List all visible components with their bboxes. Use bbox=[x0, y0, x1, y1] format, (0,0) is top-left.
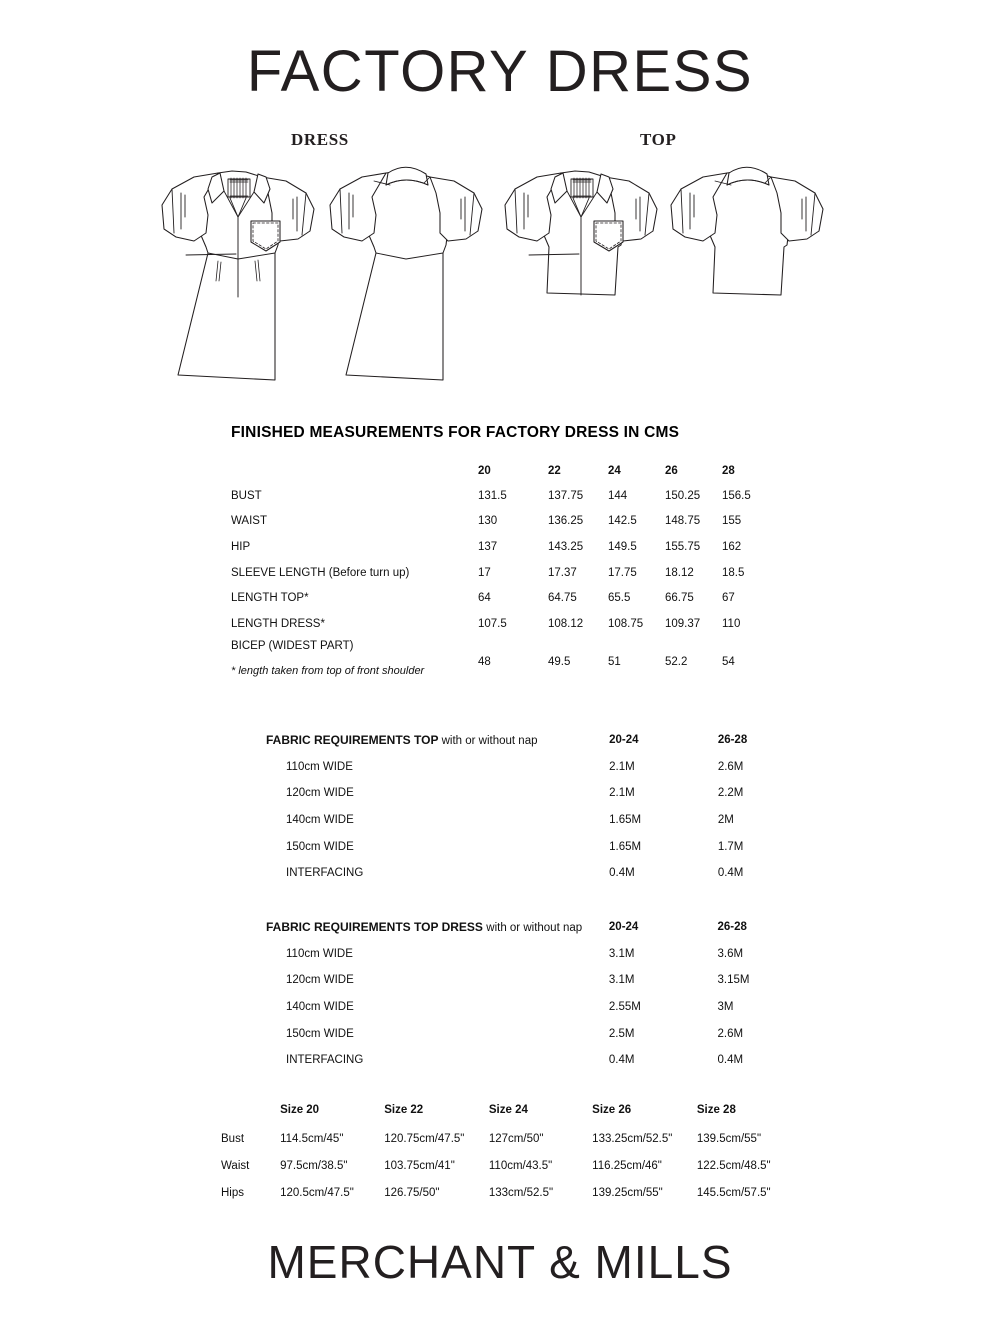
table-header-row bbox=[231, 459, 771, 483]
table-row bbox=[231, 611, 771, 637]
measurement-value: 131.5 bbox=[478, 489, 507, 502]
table-row bbox=[231, 560, 771, 586]
fabric-width-label: 120cm WIDE bbox=[286, 787, 354, 800]
measurement-value: 110 bbox=[722, 617, 741, 630]
size-header: 24 bbox=[608, 465, 621, 477]
fabric-requirements-top-block bbox=[266, 727, 776, 887]
fabric-amount: 2.6M bbox=[717, 1027, 744, 1040]
measurement-value: 108.75 bbox=[608, 617, 644, 630]
body-measure-value: 133.25cm/52.5" bbox=[592, 1132, 673, 1145]
table-header-row bbox=[221, 1095, 801, 1125]
fabric-width-label: 110cm WIDE bbox=[286, 947, 353, 960]
fabric-interfacing-label: INTERFACING bbox=[286, 867, 364, 880]
fabric-amount: 0.4M bbox=[609, 867, 635, 880]
finished-measurements-table bbox=[231, 459, 771, 670]
fabric-width-label: 140cm WIDE bbox=[286, 814, 354, 827]
table-row bbox=[266, 860, 776, 887]
table-row bbox=[221, 1152, 801, 1179]
fabric-amount: 3.6M bbox=[717, 947, 744, 960]
body-measure-header bbox=[221, 1095, 280, 1125]
measurement-label: BICEP (WIDEST PART) bbox=[231, 639, 354, 652]
body-measure-value: 126.75/50" bbox=[384, 1186, 440, 1199]
fabric-amount: 2.6M bbox=[717, 760, 744, 773]
body-measure-value: 114.5cm/45" bbox=[280, 1132, 344, 1145]
table-row bbox=[266, 780, 776, 807]
fabric-interfacing-label: INTERFACING bbox=[286, 1054, 364, 1067]
measurement-value: 162 bbox=[722, 540, 742, 553]
size-column-header: Size 24 bbox=[488, 1104, 528, 1116]
body-measure-label: Hips bbox=[221, 1186, 245, 1199]
measurement-value: 52.2 bbox=[665, 655, 688, 668]
body-measure-value: 139.5cm/55" bbox=[696, 1132, 762, 1145]
dress-back-flat bbox=[330, 167, 482, 380]
fabric-size-range-header: 20-24 bbox=[609, 734, 639, 747]
view-label-dress: DRESS bbox=[291, 130, 349, 149]
table-header-row bbox=[266, 914, 776, 941]
measurement-value: 109.37 bbox=[665, 617, 701, 630]
body-measure-value: 139.25cm/55" bbox=[592, 1186, 663, 1199]
body-measure-value: 122.5cm/48.5" bbox=[696, 1159, 771, 1172]
measurement-value: 107.5 bbox=[478, 617, 507, 630]
size-column-header: Size 28 bbox=[696, 1104, 736, 1116]
size-header: 20 bbox=[478, 465, 491, 477]
measurement-label: HIP bbox=[231, 540, 251, 553]
view-label-top: TOP bbox=[640, 130, 677, 149]
measurement-value: 149.5 bbox=[608, 540, 637, 553]
table-row bbox=[231, 483, 771, 509]
table-row bbox=[266, 941, 776, 968]
measurement-value: 17.75 bbox=[608, 566, 637, 579]
body-measure-value: 97.5cm/38.5" bbox=[280, 1159, 348, 1172]
measurement-value: 156.5 bbox=[722, 489, 751, 502]
fabric-dress-title bbox=[266, 914, 609, 941]
fabric-amount: 2M bbox=[717, 814, 734, 827]
measurement-value: 136.25 bbox=[548, 515, 584, 528]
measurement-value: 17 bbox=[478, 566, 491, 579]
measurement-value: 67 bbox=[722, 592, 735, 605]
top-back-flat bbox=[671, 167, 823, 295]
fabric-amount: 3M bbox=[717, 1001, 734, 1014]
fabric-requirements-top-table bbox=[266, 727, 776, 887]
brand-logo: MERCHANT & MILLS bbox=[267, 1236, 733, 1288]
table-row bbox=[266, 1047, 776, 1074]
measurement-label: BUST bbox=[231, 489, 262, 502]
fabric-top-title-bold: FABRIC REQUIREMENTS TOP bbox=[266, 733, 439, 748]
measurement-value: 150.25 bbox=[665, 489, 701, 502]
fabric-dress-title-note: with or without nap bbox=[486, 922, 583, 935]
body-measure-value: 110cm/43.5" bbox=[488, 1159, 553, 1172]
table-row bbox=[266, 754, 776, 781]
fabric-dress-title-bold: FABRIC REQUIREMENTS TOP DRESS bbox=[266, 920, 483, 935]
table-row bbox=[266, 807, 776, 834]
measurement-label: SLEEVE LENGTH (Before turn up) bbox=[231, 566, 410, 579]
fabric-amount: 1.65M bbox=[609, 840, 642, 853]
size-header: 26 bbox=[665, 465, 678, 477]
size-header: 28 bbox=[722, 465, 735, 477]
table-row bbox=[266, 994, 776, 1021]
fabric-width-label: 150cm WIDE bbox=[286, 840, 354, 853]
measurement-value: 66.75 bbox=[665, 592, 694, 605]
fabric-top-title-note: with or without nap bbox=[441, 735, 538, 748]
fabric-amount: 0.4M bbox=[717, 1054, 744, 1067]
table-row bbox=[266, 833, 776, 860]
measurement-name-header bbox=[231, 459, 478, 483]
measurement-value: 142.5 bbox=[608, 515, 637, 528]
size-column-header: Size 22 bbox=[384, 1104, 424, 1116]
table-row bbox=[231, 534, 771, 560]
technical-flats-illustration bbox=[150, 145, 850, 395]
measurement-value: 148.75 bbox=[665, 515, 701, 528]
measurement-value: 18.5 bbox=[722, 566, 745, 579]
fabric-amount: 1.65M bbox=[609, 814, 642, 827]
fabric-size-range-header: 26-28 bbox=[717, 734, 748, 747]
fabric-amount: 0.4M bbox=[717, 867, 744, 880]
body-measure-value: 103.75cm/41" bbox=[384, 1159, 455, 1172]
table-row bbox=[266, 1020, 776, 1047]
body-measure-value: 133cm/52.5" bbox=[488, 1186, 554, 1199]
body-size-chart-table bbox=[221, 1095, 801, 1206]
fabric-amount: 2.1M bbox=[609, 787, 635, 800]
measurement-label: WAIST bbox=[231, 515, 267, 528]
measurement-value: 17.37 bbox=[548, 566, 577, 579]
table-header-row bbox=[266, 727, 776, 754]
table-row bbox=[266, 967, 776, 994]
fabric-amount: 3.1M bbox=[608, 974, 635, 987]
fabric-requirements-dress-block bbox=[266, 914, 776, 1074]
measurement-value: 108.12 bbox=[548, 617, 584, 630]
body-measure-value: 145.5cm/57.5" bbox=[696, 1186, 771, 1199]
measurement-value: 137.75 bbox=[548, 489, 584, 502]
table-row bbox=[231, 509, 771, 535]
measurement-value: 64.75 bbox=[548, 592, 577, 605]
fabric-amount: 0.4M bbox=[608, 1054, 635, 1067]
measurement-value: 49.5 bbox=[548, 655, 571, 668]
measurement-value: 143.25 bbox=[548, 540, 584, 553]
table-row bbox=[221, 1179, 801, 1206]
body-measure-value: 120.75cm/47.5" bbox=[384, 1132, 465, 1145]
measurement-label: LENGTH DRESS* bbox=[231, 617, 325, 630]
fabric-amount: 2.2M bbox=[717, 787, 744, 800]
fabric-amount: 2.5M bbox=[608, 1027, 635, 1040]
dress-front-flat bbox=[162, 171, 314, 380]
measurement-value: 137 bbox=[478, 540, 498, 553]
measurement-value: 130 bbox=[478, 515, 498, 528]
fabric-amount: 1.7M bbox=[717, 840, 744, 853]
fabric-top-title bbox=[266, 727, 609, 754]
measurement-value: 155.75 bbox=[665, 540, 701, 553]
top-front-flat bbox=[505, 171, 657, 295]
measurement-value: 144 bbox=[608, 489, 628, 502]
size-column-header: Size 20 bbox=[280, 1104, 320, 1116]
fabric-amount: 2.1M bbox=[609, 760, 635, 773]
fabric-size-range-header: 26-28 bbox=[717, 921, 747, 934]
size-column-header: Size 26 bbox=[592, 1104, 632, 1116]
measurement-value: 64 bbox=[478, 592, 491, 605]
body-measure-value: 127cm/50" bbox=[488, 1132, 544, 1145]
measurement-value: 18.12 bbox=[665, 566, 694, 579]
measurement-value: 48 bbox=[478, 655, 491, 668]
measurement-value: 51 bbox=[608, 655, 621, 668]
body-measure-value: 120.5cm/47.5" bbox=[280, 1186, 354, 1199]
fabric-width-label: 110cm WIDE bbox=[286, 760, 353, 773]
table-row bbox=[221, 1125, 801, 1152]
fabric-width-label: 120cm WIDE bbox=[286, 974, 354, 987]
fabric-size-range-header: 20-24 bbox=[608, 921, 639, 934]
body-measure-label: Waist bbox=[221, 1159, 250, 1172]
fabric-requirements-dress-table bbox=[266, 914, 776, 1074]
measurements-footnote: * length taken from top of front shoulder bbox=[231, 665, 425, 677]
fabric-width-label: 140cm WIDE bbox=[286, 1001, 354, 1014]
table-row bbox=[231, 585, 771, 611]
measurement-value: 155 bbox=[722, 515, 742, 528]
body-measure-value: 116.25cm/46" bbox=[592, 1159, 662, 1172]
fabric-amount: 3.15M bbox=[717, 974, 750, 987]
page-title: FACTORY DRESS bbox=[246, 39, 754, 104]
measurement-value: 54 bbox=[722, 655, 735, 668]
fabric-amount: 2.55M bbox=[608, 1001, 641, 1014]
size-header: 22 bbox=[548, 465, 561, 477]
fabric-amount: 3.1M bbox=[608, 947, 635, 960]
measurement-label: LENGTH TOP* bbox=[231, 592, 309, 605]
finished-measurements-heading: FINISHED MEASUREMENTS FOR FACTORY DRESS IN CMS bbox=[231, 424, 680, 441]
body-measure-label: Bust bbox=[221, 1132, 245, 1145]
measurement-value: 65.5 bbox=[608, 592, 631, 605]
fabric-width-label: 150cm WIDE bbox=[286, 1027, 354, 1040]
